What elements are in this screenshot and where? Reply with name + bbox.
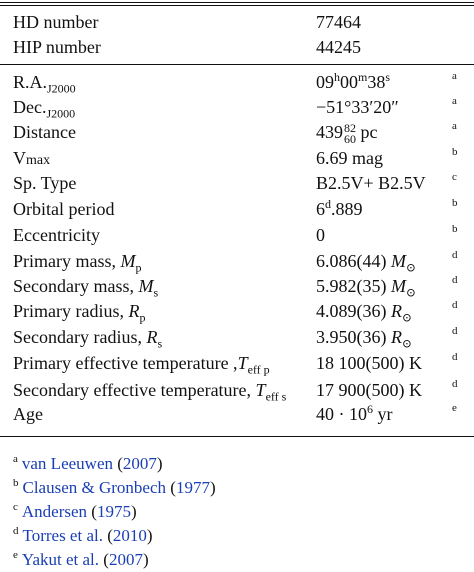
reference-link[interactable]: Yakut et al. xyxy=(21,550,100,569)
table-row xyxy=(0,197,474,222)
footnote-mark: a xyxy=(452,120,457,132)
table-row xyxy=(0,223,474,248)
row-value: 6.69 mag xyxy=(316,148,383,168)
table-row xyxy=(0,171,474,196)
footnote-mark: b xyxy=(452,146,458,158)
table-row xyxy=(0,120,474,145)
footnote-mark: d xyxy=(452,274,458,286)
reference-link[interactable]: Clausen & Gronbech xyxy=(22,478,167,497)
footnotes xyxy=(13,452,216,572)
row-value: $40 \cdot 10^6$ yr xyxy=(316,402,393,424)
table-row xyxy=(0,274,474,299)
table-row xyxy=(0,378,474,403)
row-label: Orbital period xyxy=(13,199,115,219)
row-label: Vmax xyxy=(13,148,51,168)
table-row xyxy=(0,10,474,35)
top-rule-outer xyxy=(0,2,474,3)
row-label: HD number xyxy=(13,12,99,32)
reference-year-link[interactable]: 2007 xyxy=(122,454,157,473)
row-value: −51°33′20″ xyxy=(316,97,399,117)
footnote: $^e$ Yakut et al. (2007) xyxy=(13,549,149,569)
row-value: 44245 xyxy=(316,37,361,57)
row-label: Distance xyxy=(13,122,76,142)
row-label: Primary radius, $R_p$ xyxy=(13,301,146,325)
row-label: $Dec._{J2000}$ xyxy=(13,97,76,121)
reference-year-link[interactable]: 2007 xyxy=(108,550,143,569)
table-row xyxy=(0,95,474,120)
footnote-mark: e xyxy=(452,402,457,414)
footnote-mark: c xyxy=(452,171,457,183)
table-row xyxy=(0,351,474,376)
row-label: Sp. Type xyxy=(13,173,77,193)
row-label: Secondary mass, $M_s$ xyxy=(13,276,159,300)
row-value: 18 100(500) K xyxy=(316,353,422,373)
footnote-mark: d xyxy=(452,299,458,311)
footnote: $^a$ van Leeuwen (2007) xyxy=(13,453,163,473)
table-row xyxy=(0,402,474,427)
footnote-mark: a xyxy=(452,70,457,82)
reference-year-link[interactable]: 1977 xyxy=(175,478,210,497)
footnote: $^d$ Torres et al. (2010) xyxy=(13,525,153,545)
row-value: 0 xyxy=(316,225,325,245)
table-row xyxy=(0,35,474,60)
row-label: Secondary effective temperature, $T_{eff s}$ xyxy=(13,380,287,404)
reference-year-link[interactable]: 1975 xyxy=(96,502,131,521)
table-row xyxy=(0,70,474,95)
row-value: 17 900(500) K xyxy=(316,380,422,400)
row-label: Primary mass, $M_p$ xyxy=(13,251,142,275)
row-label: HIP number xyxy=(13,37,101,57)
reference-link[interactable]: Andersen xyxy=(21,502,88,521)
footnote-mark: b xyxy=(452,197,458,209)
footnote-mark: d xyxy=(452,351,458,363)
table-row xyxy=(0,249,474,274)
table-row xyxy=(0,146,474,171)
row-value: 3.950(36) $R_⊙$ xyxy=(316,327,413,351)
footnote-mark: d xyxy=(452,249,458,261)
footnote-mark: b xyxy=(452,223,458,235)
table-row xyxy=(0,299,474,324)
row-label: Secondary radius, $R_s$ xyxy=(13,327,163,351)
row-label: Age xyxy=(13,404,43,424)
row-value: 439 82 60 pc xyxy=(316,120,378,146)
row-label: $R.A._{J2000}$ xyxy=(13,72,76,96)
row-value: 5.982(35) $M_⊙$ xyxy=(316,276,417,300)
row-label: Primary effective temperature $,T_{eff p}$ xyxy=(13,353,270,377)
footnote: $^b$ Clausen & Gronbech (1977) xyxy=(13,477,216,497)
row-value: B2.5V+ B2.5V xyxy=(316,173,426,193)
top-rule-inner xyxy=(0,5,474,6)
row-value: 6.086(44) $M_⊙$ xyxy=(316,251,417,275)
reference-link[interactable]: van Leeuwen xyxy=(21,454,113,473)
table-row xyxy=(0,325,474,350)
reference-year-link[interactable]: 2010 xyxy=(112,526,147,545)
row-value: 6$^d$.889 xyxy=(316,197,363,219)
row-value: 4.089(36) $R_⊙$ xyxy=(316,301,413,325)
footnote-mark: d xyxy=(452,378,458,390)
row-value: 77464 xyxy=(316,12,361,32)
footnote-mark: a xyxy=(452,95,457,107)
bottom-rule xyxy=(0,436,474,437)
row-label: Eccentricity xyxy=(13,225,100,245)
row-value: 09$^h$00$^m$38$^s$ xyxy=(316,70,391,92)
mid-rule xyxy=(0,64,474,65)
footnote: $^c$ Andersen (1975) xyxy=(13,501,137,521)
footnote-mark: d xyxy=(452,325,458,337)
reference-link[interactable]: Torres et al. xyxy=(22,526,103,545)
